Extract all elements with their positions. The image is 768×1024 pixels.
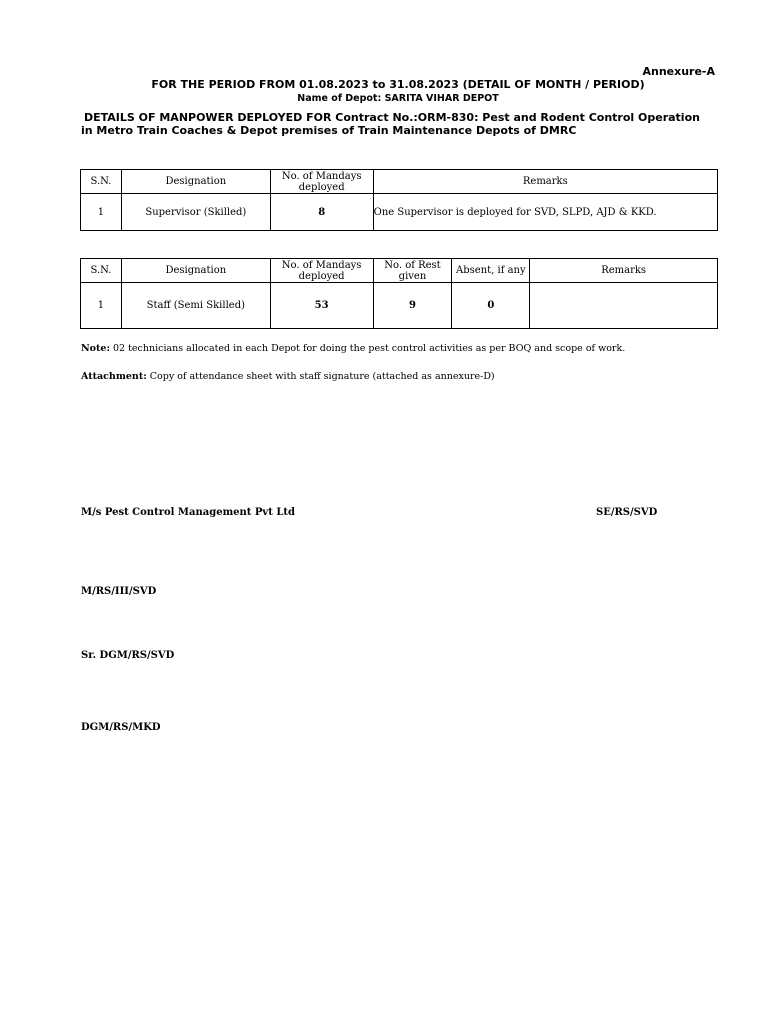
header-sn: S.N.	[81, 259, 122, 283]
note-text: 02 technicians allocated in each Depot for doing the pest control activities as per BOQ and scope of work.	[109, 343, 626, 354]
depot-name: Name of Depot: SARITA VIHAR DEPOT	[297, 93, 499, 104]
header-designation: Designation	[121, 170, 270, 194]
signatory-se: SE/RS/SVD	[596, 507, 658, 518]
cell-sn: 1	[81, 194, 122, 231]
cell-mandays: 53	[270, 283, 373, 329]
cell-sn: 1	[81, 283, 122, 329]
header-designation: Designation	[121, 259, 270, 283]
period-heading: FOR THE PERIOD FROM 01.08.2023 to 31.08.2023 (DETAIL OF MONTH / PERIOD)	[151, 78, 645, 91]
signatory-company: M/s Pest Control Management Pvt Ltd	[81, 507, 295, 518]
note	[81, 343, 625, 354]
attachment-label: Attachment:	[81, 371, 147, 382]
annexure-label: Annexure-A	[642, 65, 715, 78]
details-line-2: in Metro Train Coaches & Depot premises of Train Maintenance Depots of DMRC	[81, 124, 577, 137]
header-mandays: No. of Mandays deployed	[270, 259, 373, 283]
supervisor-table	[80, 169, 718, 231]
header-remarks: Remarks	[373, 170, 717, 194]
details-heading	[81, 111, 721, 137]
signatory-m: M/RS/III/SVD	[81, 586, 157, 597]
cell-designation: Supervisor (Skilled)	[121, 194, 270, 231]
details-line-1: DETAILS OF MANPOWER DEPLOYED FOR Contract No.:ORM-830: Pest and Rodent Control Operation	[84, 111, 700, 124]
attachment	[81, 371, 495, 382]
table-row	[81, 283, 718, 329]
attachment-text: Copy of attendance sheet with staff signature (attached as annexure-D)	[146, 371, 495, 382]
header-mandays: No. of Mandays deployed	[270, 170, 373, 194]
staff-table	[80, 258, 718, 329]
header-absent: Absent, if any	[452, 259, 530, 283]
header-sn: S.N.	[81, 170, 122, 194]
header-remarks: Remarks	[530, 259, 718, 283]
table-header-row	[81, 170, 718, 194]
cell-rest: 9	[373, 283, 452, 329]
note-label: Note:	[81, 343, 110, 354]
cell-designation: Staff (Semi Skilled)	[121, 283, 270, 329]
table-row	[81, 194, 718, 231]
cell-absent: 0	[452, 283, 530, 329]
signatory-dgm: DGM/RS/MKD	[81, 722, 161, 733]
table-header-row	[81, 259, 718, 283]
header-rest: No. of Rest given	[373, 259, 452, 283]
cell-mandays: 8	[270, 194, 373, 231]
signatory-srdgm: Sr. DGM/RS/SVD	[81, 650, 175, 661]
cell-remarks: One Supervisor is deployed for SVD, SLPD, AJD & KKD.	[373, 194, 717, 231]
cell-remarks	[530, 283, 718, 329]
